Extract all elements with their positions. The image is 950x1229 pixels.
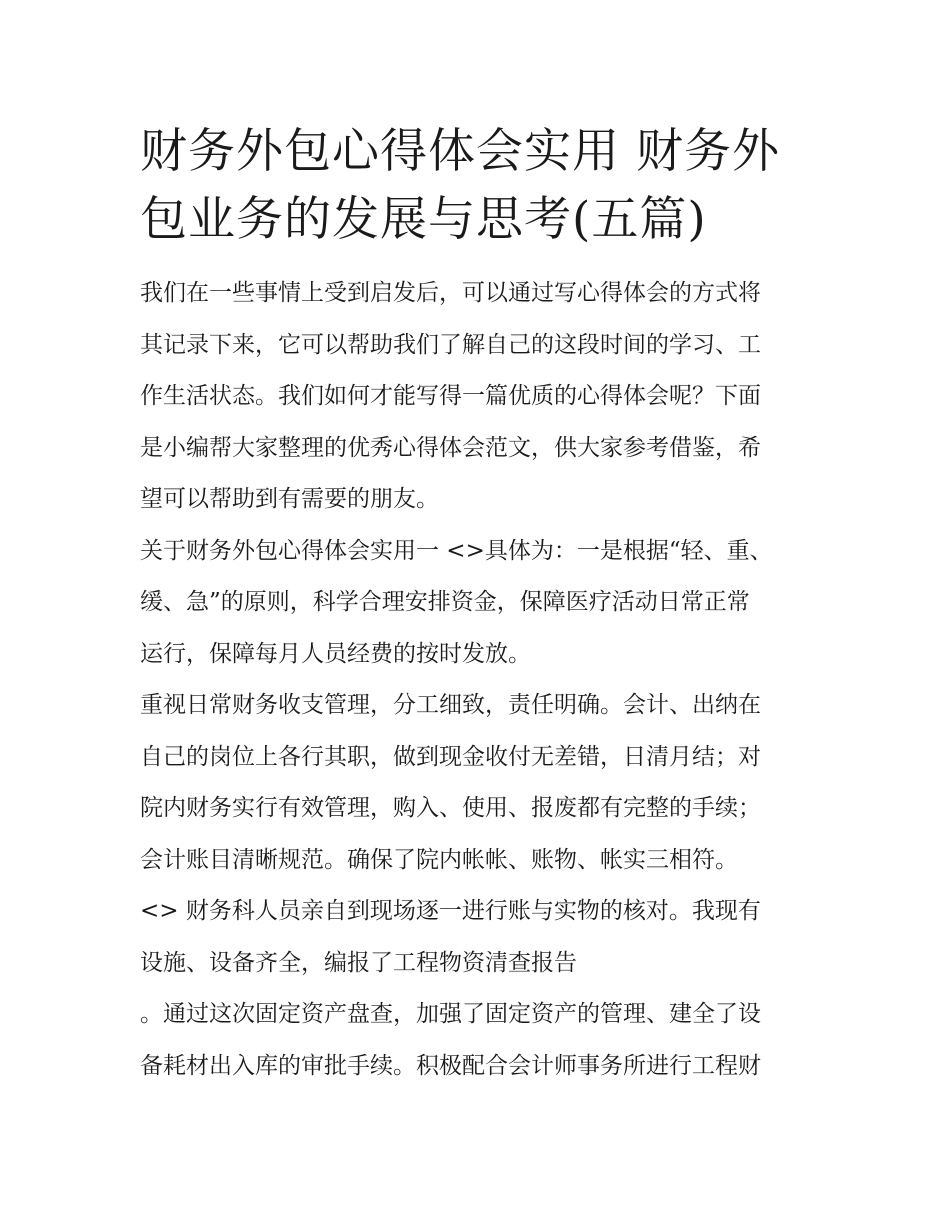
body-line: 是小编帮大家整理的优秀心得体会范文，供大家参考借鉴，希: [140, 434, 761, 461]
document-body: [140, 268, 816, 1092]
body-line: 院内财务实行有效管理，购入、使用、报废都有完整的手续；: [140, 795, 761, 821]
body-line: 其记录下来，它可以帮助我们了解自己的这段时间的学习、工: [140, 331, 761, 358]
body-line: 望可以帮助到有需要的朋友。: [140, 486, 439, 512]
body-line: 我们在一些事情上受到启发后，可以通过写心得体会的方式将: [140, 280, 761, 306]
body-line: 自己的岗位上各行其职，做到现金收付无差错，日清月结；对: [140, 743, 761, 770]
body-line: 运行，保障每月人员经费的按时发放。: [140, 640, 531, 667]
title-line: 包业务的发展与思考(五篇): [140, 192, 707, 247]
title-line: 财务外包心得体会实用 财务外: [140, 124, 780, 179]
body-line: 。通过这次固定资产盘查，加强了固定资产的管理、建全了设: [140, 1001, 761, 1027]
document-page: [140, 118, 816, 1092]
body-line: 会计账目清晰规范。确保了院内帐帐、账物、帐实三相符。: [140, 846, 738, 873]
body-line: 重视日常财务收支管理，分工细致，责任明确。会计、出纳在: [140, 692, 761, 718]
document-title: [140, 118, 816, 254]
body-line: 关于财务外包心得体会实用一 <>具体为：一是根据“轻、重、: [140, 537, 773, 564]
body-line: 备耗材出入库的审批手续。积极配合会计师事务所进行工程财: [140, 1052, 761, 1079]
body-line: 缓、急”的原则，科学合理安排资金，保障医疗活动日常正常: [140, 589, 750, 615]
body-line: <> 财务科人员亲自到现场逐一进行账与实物的核对。我现有: [140, 898, 761, 924]
body-line: 作生活状态。我们如何才能写得一篇优质的心得体会呢？下面: [140, 383, 761, 409]
body-line: 设施、设备齐全，编报了工程物资清查报告: [140, 949, 577, 976]
